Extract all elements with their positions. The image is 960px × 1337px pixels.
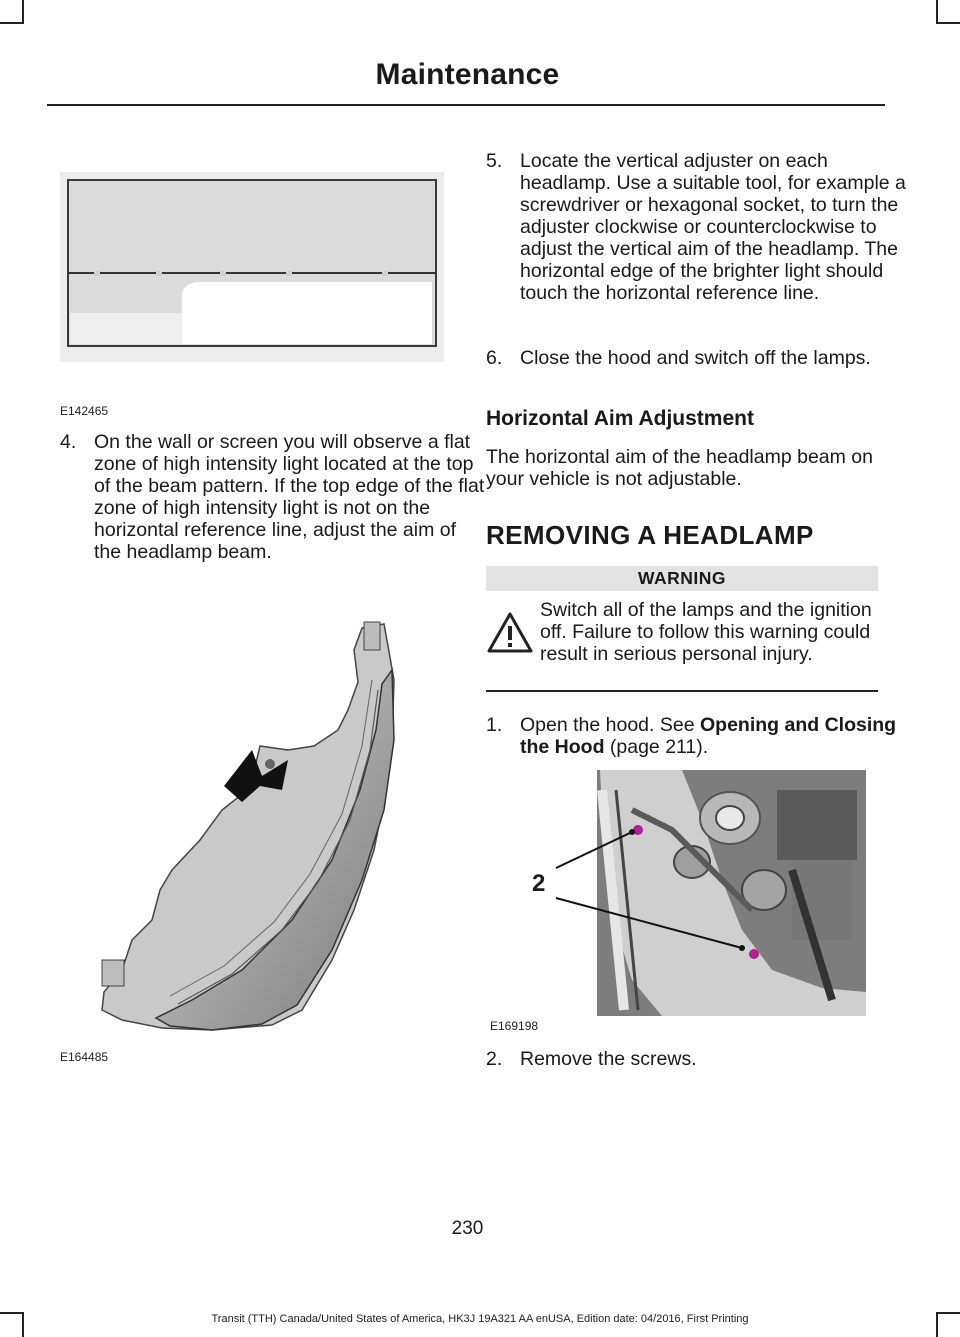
figure-id: E169198 [490, 1019, 539, 1033]
step-5 [486, 150, 912, 304]
callout-label: 2 [532, 870, 546, 897]
step-4 [60, 431, 486, 563]
step-text: Locate the vertical adjuster on each headlamp. Use a suitable tool, for example a screwdriver or hexagonal socket, to turn the adjuster clockwise or counterclockwise to adjust the vertical aim of the headlamp. The horizontal edge of the brighter light should touch the horizontal reference line. [520, 150, 906, 304]
step-number: 4. [60, 431, 77, 453]
figure-id: E142465 [60, 404, 109, 418]
figure-id: E164485 [60, 1050, 109, 1064]
step-number: 2. [486, 1048, 503, 1070]
header-divider [47, 104, 885, 106]
page-reference: (page 211). [604, 736, 709, 758]
warning-label: WARNING [486, 566, 878, 591]
warning-box [486, 599, 878, 665]
crop-mark [936, 22, 960, 24]
section-heading: REMOVING A HEADLAMP [486, 520, 814, 550]
crop-mark [22, 0, 24, 24]
crop-mark [0, 22, 24, 24]
crop-mark [936, 0, 938, 24]
edition-footer: Transit (TTH) Canada/United States of America, HK3J 19A321 AA enUSA, Edition date: 04/2016, First Printing [211, 1313, 749, 1325]
paragraph: The horizontal aim of the headlamp beam on your vehicle is not adjustable. [486, 446, 873, 490]
warning-text: Switch all of the lamps and the ignition off. Failure to follow this warning could result in serious personal injury. [540, 599, 872, 665]
cross-reference-link[interactable]: Opening and Closing the Hood [520, 714, 897, 758]
step-number: 5. [486, 150, 503, 172]
warning-triangle-icon [486, 611, 534, 655]
warning-divider [486, 690, 878, 692]
step-number: 1. [486, 714, 503, 736]
step-2 [486, 1048, 912, 1070]
section-title: Maintenance [375, 58, 560, 91]
step-text: Open the hood. See [520, 714, 700, 736]
headlamp-screws-figure [492, 770, 866, 1016]
step-text: On the wall or screen you will observe a flat zone of high intensity light located at the top of the beam pattern. If the top edge of the flat zone of high intensity light is not on the horizontal reference line, adjust the aim of the headlamp beam. [94, 431, 485, 563]
step-text: Remove the screws. [520, 1048, 697, 1070]
beam-pattern-figure [60, 172, 444, 362]
headlamp-housing-illustration [92, 620, 402, 1032]
step-1 [486, 714, 912, 758]
step-6 [486, 347, 912, 369]
subsection-heading: Horizontal Aim Adjustment [486, 407, 754, 430]
step-number: 6. [486, 347, 503, 369]
page-number: 230 [451, 1218, 484, 1239]
headlamp-adjuster-figure [92, 620, 402, 1032]
engine-bay-photo [492, 770, 866, 1016]
beam-pattern-illustration [60, 172, 444, 362]
step-text: Close the hood and switch off the lamps. [520, 347, 871, 369]
